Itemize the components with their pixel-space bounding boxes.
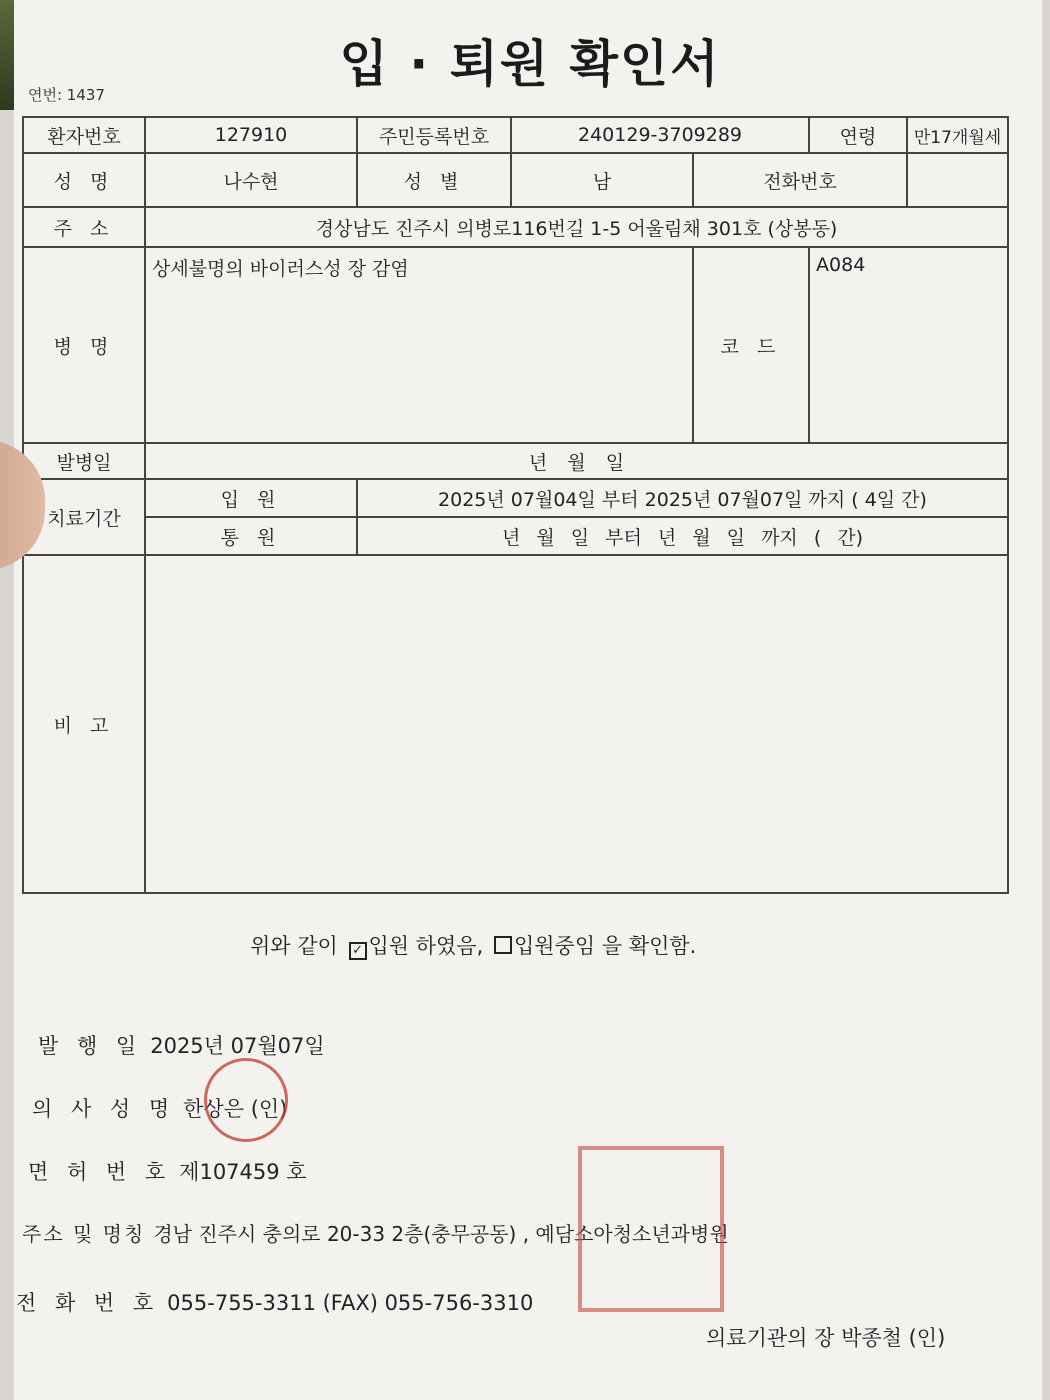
unchecked-checkbox-icon <box>494 936 512 954</box>
row-address <box>23 207 1008 247</box>
row-onset <box>23 443 1008 479</box>
doctor-seal-stamp <box>204 1058 288 1142</box>
row-remarks <box>23 555 1008 893</box>
remarks-value <box>145 555 1008 893</box>
phone-line <box>16 1287 533 1317</box>
row-patient-no <box>23 117 1008 153</box>
treatment-label: 치료기간 <box>23 479 145 555</box>
code-label: 코 드 <box>693 247 809 443</box>
license-label: 면 허 번 호 <box>28 1160 172 1184</box>
document-title: 입 · 퇴원 확인서 <box>339 35 721 93</box>
inpatient-value: 2025년 07월04일 부터 2025년 07월07일 까지 ( 4일 간) <box>357 479 1008 517</box>
license-line <box>28 1156 307 1186</box>
confirmation-statement <box>250 930 696 960</box>
issue-date-label: 발 행 일 <box>38 1034 143 1058</box>
outpatient-value: 년 월 일 부터 년 월 일 까지 ( 간) <box>357 517 1008 555</box>
patient-no-value: 127910 <box>145 117 357 153</box>
hospital-phone-value: 055-755-3311 (FAX) 055-756-3310 <box>167 1291 534 1315</box>
row-inpatient <box>23 479 1008 517</box>
checked-checkbox-icon: ✓ <box>349 942 367 960</box>
phone-value <box>907 153 1008 207</box>
code-value: A084 <box>809 247 1008 443</box>
statement-prefix: 위와 같이 <box>250 934 338 958</box>
doctor-label: 의 사 성 명 <box>32 1097 176 1121</box>
outpatient-label: 통 원 <box>145 517 357 555</box>
doctor-value: 한상은 (인) <box>183 1097 288 1121</box>
issue-date-line <box>38 1030 325 1060</box>
rrn-label: 주민등록번호 <box>357 117 511 153</box>
diagnosis-label: 병 명 <box>23 247 145 443</box>
age-value: 만17개월세 <box>907 117 1008 153</box>
institution-value: 경남 진주시 충의로 20-33 2층(충무공동) , 예담소아청소년과병원 <box>153 1222 729 1246</box>
sex-label: 성 별 <box>357 153 511 207</box>
form-table <box>22 116 1009 894</box>
hospital-phone-label: 전 화 번 호 <box>16 1291 160 1315</box>
name-label: 성 명 <box>23 153 145 207</box>
onset-value: 년 월 일 <box>145 443 1008 479</box>
serial-number: 연번: 1437 <box>28 86 105 104</box>
issue-date-value: 2025년 07월07일 <box>150 1034 325 1058</box>
patient-no-label: 환자번호 <box>23 117 145 153</box>
diagnosis-value: 상세불명의 바이러스성 장 감염 <box>145 247 693 443</box>
row-name <box>23 153 1008 207</box>
hospital-seal-stamp <box>578 1146 724 1312</box>
statement-option-admitted: 입원 하였음, <box>368 934 484 958</box>
address-label: 주 소 <box>23 207 145 247</box>
address-value: 경상남도 진주시 의병로116번길 1-5 어울림채 301호 (상봉동) <box>145 207 1008 247</box>
statement-option-inpatient: 입원중임 <box>513 934 596 958</box>
inpatient-label: 입 원 <box>145 479 357 517</box>
sex-value: 남 <box>511 153 693 207</box>
rrn-value: 240129-3709289 <box>511 117 809 153</box>
age-label: 연령 <box>809 117 907 153</box>
row-outpatient <box>23 517 1008 555</box>
license-value: 제107459 호 <box>179 1160 307 1184</box>
name-value: 나수현 <box>145 153 357 207</box>
statement-suffix: 을 확인함. <box>601 934 697 958</box>
remarks-label: 비 고 <box>23 555 145 893</box>
phone-label: 전화번호 <box>693 153 907 207</box>
onset-label: 발병일 <box>23 443 145 479</box>
institution-label: 주소 및 명칭 <box>22 1222 146 1246</box>
row-diagnosis <box>23 247 1008 443</box>
institution-head: 의료기관의 장 박종철 (인) <box>706 1326 946 1350</box>
